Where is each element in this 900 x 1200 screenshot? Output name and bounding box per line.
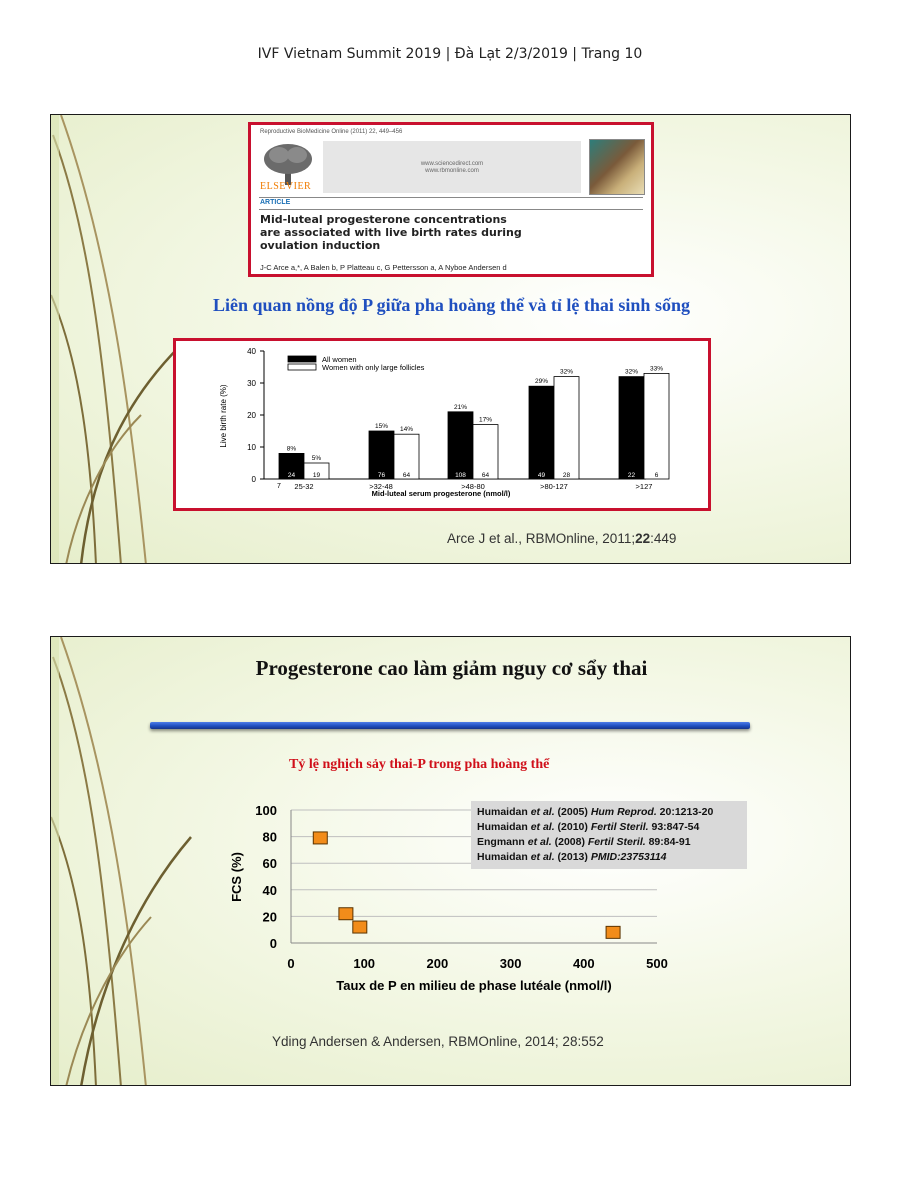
y-tick-label: 20 bbox=[247, 411, 256, 420]
bar-n-label: 76 bbox=[377, 472, 386, 479]
bar-value-label: 29% bbox=[534, 378, 549, 386]
slide-1 bbox=[50, 114, 851, 564]
y-axis-title: FCS (%) bbox=[229, 852, 244, 902]
reference-year: (2010) bbox=[554, 821, 591, 833]
slide-1-citation bbox=[447, 531, 676, 546]
bar-value-label: 17% bbox=[478, 416, 493, 424]
x-tick-label: >48-80 bbox=[461, 482, 485, 491]
y-tick-label: 80 bbox=[262, 829, 277, 845]
reference-author: Humaidan bbox=[477, 806, 531, 818]
live-birth-chart bbox=[173, 338, 711, 511]
bar bbox=[644, 373, 669, 479]
url-rbmonline: www.rbmonline.com bbox=[425, 168, 479, 174]
x-tick-label: 400 bbox=[572, 956, 595, 971]
y-tick-label: 30 bbox=[247, 379, 256, 388]
bar bbox=[473, 425, 498, 479]
citation-volume: 22 bbox=[635, 531, 651, 546]
bar-value-label: 8% bbox=[286, 445, 297, 453]
reference-author: Engmann bbox=[477, 836, 528, 848]
x-tick-label: 300 bbox=[499, 956, 522, 971]
x-tick-label: 7 bbox=[277, 483, 281, 490]
article-title bbox=[260, 213, 590, 252]
reference-author: Humaidan bbox=[477, 851, 531, 863]
reference-journal: Fertil Steril. bbox=[587, 836, 646, 848]
reference-ref: 20:1213-20 bbox=[656, 806, 714, 818]
live-birth-chart-svg bbox=[176, 341, 708, 508]
x-tick-label: >32-48 bbox=[369, 482, 393, 491]
legend-swatch bbox=[288, 364, 316, 370]
x-tick-label: 25-32 bbox=[294, 482, 314, 491]
x-tick-label: >127 bbox=[635, 482, 653, 491]
y-tick-label: 40 bbox=[247, 347, 256, 356]
bar-value-label: 14% bbox=[399, 426, 414, 434]
reference-line bbox=[477, 835, 741, 850]
x-tick-label: 100 bbox=[353, 956, 376, 971]
bar-n-label: 6 bbox=[654, 472, 659, 479]
bar bbox=[619, 377, 644, 479]
x-axis-title: Taux de P en milieu de phase lutéale (nmol/l) bbox=[336, 978, 612, 993]
slide-1-title: Liên quan nồng độ P giữa pha hoàng thể và tỉ lệ thai sinh sống bbox=[213, 295, 690, 315]
reference-ref: 93:847-54 bbox=[648, 821, 700, 833]
bar-n-label: 28 bbox=[562, 472, 571, 479]
bar-value-label: 21% bbox=[453, 403, 468, 411]
y-tick-label: 0 bbox=[251, 475, 256, 484]
slide-2-citation: Yding Andersen & Andersen, RBMOnline, 2014; 28:552 bbox=[272, 1034, 604, 1049]
y-tick-label: 10 bbox=[247, 443, 256, 452]
x-tick-label: 500 bbox=[646, 956, 668, 971]
x-tick-label: >80-127 bbox=[540, 482, 568, 491]
reference-etal: et al. bbox=[530, 851, 555, 863]
bar bbox=[554, 377, 579, 479]
reference-author: Humaidan bbox=[477, 821, 531, 833]
reference-etal: et al. bbox=[527, 836, 552, 848]
bar-value-label: 5% bbox=[311, 455, 322, 462]
slide-2-title: Progesterone cao làm giảm nguy cơ sẩy thai bbox=[255, 656, 648, 680]
divider bbox=[259, 209, 643, 210]
reference-line bbox=[477, 805, 741, 820]
reference-journal: Hum Reprod. bbox=[590, 806, 657, 818]
legend-label: All women bbox=[322, 355, 357, 364]
divider bbox=[259, 197, 643, 198]
bar bbox=[448, 412, 473, 479]
reference-year: (2008) bbox=[551, 836, 588, 848]
legend-swatch bbox=[288, 356, 316, 362]
x-tick-label: 0 bbox=[287, 956, 295, 971]
y-tick-label: 20 bbox=[262, 909, 277, 925]
reference-etal: et al. bbox=[530, 806, 555, 818]
y-tick-label: 40 bbox=[262, 882, 277, 898]
article-label: ARTICLE bbox=[260, 199, 291, 206]
x-tick-label: 200 bbox=[426, 956, 449, 971]
bar-value-label: 33% bbox=[649, 365, 664, 373]
publisher-name: ELSEVIER bbox=[260, 181, 312, 192]
x-axis-title: Mid-luteal serum progesterone (nmol/l) bbox=[371, 489, 511, 498]
url-panel bbox=[323, 141, 581, 193]
bar-n-label: 108 bbox=[455, 472, 466, 479]
y-tick-label: 0 bbox=[269, 936, 277, 951]
article-header-image bbox=[248, 122, 654, 277]
reference-journal: Fertil Steril. bbox=[590, 821, 649, 833]
chart-subtitle: Tỷ lệ nghịch sảy thai-P trong pha hoàng thể bbox=[289, 757, 550, 772]
citation-prefix: Arce J et al., RBMOnline, 2011; bbox=[447, 531, 636, 546]
journal-cover-image bbox=[589, 139, 645, 195]
article-authors: J-C Arce a,*, A Balen b, P Platteau c, G Pettersson a, A Nyboe Andersen d bbox=[260, 263, 507, 272]
legend-label: Women with only large follicles bbox=[322, 363, 425, 372]
data-point bbox=[313, 832, 327, 844]
reference-year: (2013) bbox=[554, 851, 591, 863]
citation-suffix: :449 bbox=[650, 531, 677, 546]
data-point bbox=[339, 908, 353, 920]
reference-journal: PMID:23753114 bbox=[590, 851, 667, 863]
references-legend bbox=[471, 801, 747, 869]
bar-n-label: 49 bbox=[537, 472, 546, 479]
reference-year: (2005) bbox=[554, 806, 591, 818]
url-sciencedirect: www.sciencedirect.com bbox=[420, 161, 484, 167]
bar-n-label: 64 bbox=[481, 472, 490, 479]
reference-line bbox=[477, 850, 741, 865]
bar-n-label: 19 bbox=[312, 472, 321, 479]
article-title-line: ovulation induction bbox=[260, 239, 381, 252]
data-point bbox=[353, 921, 367, 933]
article-title-line: are associated with live birth rates during bbox=[260, 226, 522, 239]
bar-n-label: 22 bbox=[627, 472, 636, 479]
bar-n-label: 24 bbox=[287, 472, 296, 479]
data-point bbox=[606, 926, 620, 938]
bar bbox=[529, 386, 554, 479]
reference-etal: et al. bbox=[530, 821, 555, 833]
bar-value-label: 32% bbox=[624, 368, 639, 376]
bar-n-label: 64 bbox=[402, 472, 411, 479]
y-tick-label: 60 bbox=[262, 856, 277, 872]
y-axis-title: Live birth rate (%) bbox=[219, 384, 228, 448]
slide-2 bbox=[50, 636, 851, 1086]
bar-value-label: 15% bbox=[374, 423, 389, 430]
y-tick-label: 100 bbox=[255, 803, 277, 818]
journal-reference: Reproductive BioMedicine Online (2011) 22, 449–456 bbox=[260, 129, 403, 135]
bar-value-label: 32% bbox=[559, 368, 574, 376]
page-header: IVF Vietnam Summit 2019 | Đà Lạt 2/3/2019 | Trang 10 bbox=[257, 46, 643, 62]
article-title-line: Mid-luteal progesterone concentrations bbox=[260, 213, 507, 226]
reference-ref: 89:84-91 bbox=[645, 836, 691, 848]
reference-line bbox=[477, 820, 741, 835]
